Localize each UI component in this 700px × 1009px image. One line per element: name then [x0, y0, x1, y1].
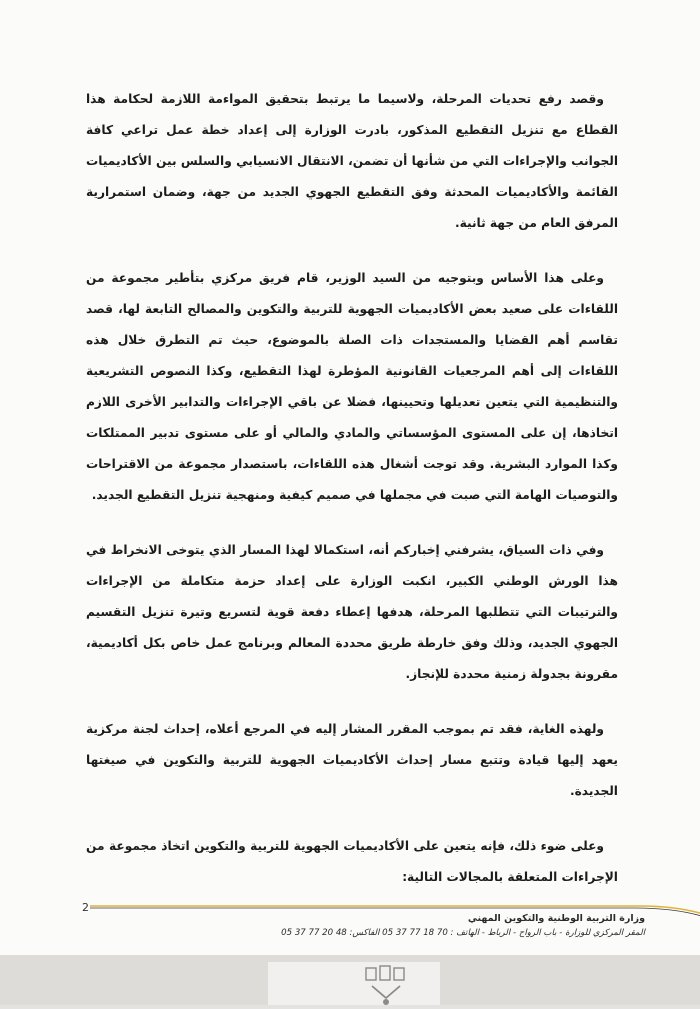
footer-address: المقر المركزي للوزارة - باب الرواح - الرباط - الهاتف : 70 18 77 37 05 الفاكس: 48 20 77 37 05	[281, 928, 645, 938]
next-page-header-emblem	[268, 962, 440, 1005]
letter-body	[86, 84, 618, 917]
footer-ministry-name: وزارة التربية الوطنية والتكوين المهني	[467, 913, 645, 924]
page-number: 2	[82, 901, 89, 914]
paragraph-3: وفي ذات السياق، يشرفني إخباركم أنه، استكمالا لهذا المسار الذي يتوخى الانخراط في هذا الورش الوطني الكبير، انكبت الوزارة على إعداد حزمة متكاملة من الإجراءات والترتيبات التي تتطلبها المرحلة، هدفها إعطاء دفعة قوية لتسريع وتيرة تنزيل التقسيم الجهوي الجديد، وذلك وفق خارطة طريق محددة المعالم وبرنامج عمل خاص بكل أكاديمية، مقرونة بجدولة زمنية محددة للإنجاز.	[86, 543, 618, 681]
paragraph-4: ولهذه الغاية، فقد تم بموجب المقرر المشار إليه في المرجع أعلاه، إحداث لجنة مركزية يعهد إليها قيادة وتتبع مسار إحداث الأكاديميات الجهوية للتربية والتكوين في صيغتها الجديدة.	[86, 722, 618, 798]
paragraph-1: وقصد رفع تحديات المرحلة، ولاسيما ما يرتبط بتحقيق المواءمة اللازمة لحكامة هذا القطاع مع تنزيل التقطيع المذكور، بادرت الوزارة إلى إعداد خطة عمل تراعي كافة الجوانب والإجراءات التي من شأنها أن تضمن، الانتقال الانسيابي والسلس بين الأكاديميات القائمة والأكاديميات المحدثة وفق التقطيع الجهوي الجديد من جهة، وضمان استمرارية المرفق العام من جهة ثانية.	[86, 92, 618, 230]
paragraph-2: وعلى هذا الأساس وبتوجيه من السيد الوزير، قام فريق مركزي بتأطير مجموعة من اللقاءات على صعيد بعض الأكاديميات الجهوية للتربية والتكوين والمصالح التابعة لها، قصد تقاسم أهم القضايا والمستجدات ذات الصلة بالموضوع، حيث تم التطرق خلال هذه اللقاءات إلى أهم المرجعيات القانونية المؤطرة لهذا التقطيع، وكذا النصوص التشريعية والتنظيمية التي يتعين تعديلها وتحيينها، فضلا عن باقي الإجراءات والتدابير الأخرى اللازم اتخاذها، إن على المستوى المؤسساتي والمادي والمالي أو على مستوى تدبير الممتلكات وكذا الموارد البشرية. وقد توجت أشغال هذه اللقاءات، باستصدار مجموعة من الاقتراحات والتوصيات الهامة التي صبت في مجملها في صميم كيفية ومنهجية تنزيل التقطيع الجديد.	[86, 271, 618, 502]
emblem-icon	[268, 962, 440, 1005]
paragraph-5: وعلى ضوء ذلك، فإنه يتعين على الأكاديميات الجهوية للتربية والتكوين اتخاذ مجموعة من الإجراءات المتعلقة بالمجالات التالية:	[86, 839, 618, 884]
